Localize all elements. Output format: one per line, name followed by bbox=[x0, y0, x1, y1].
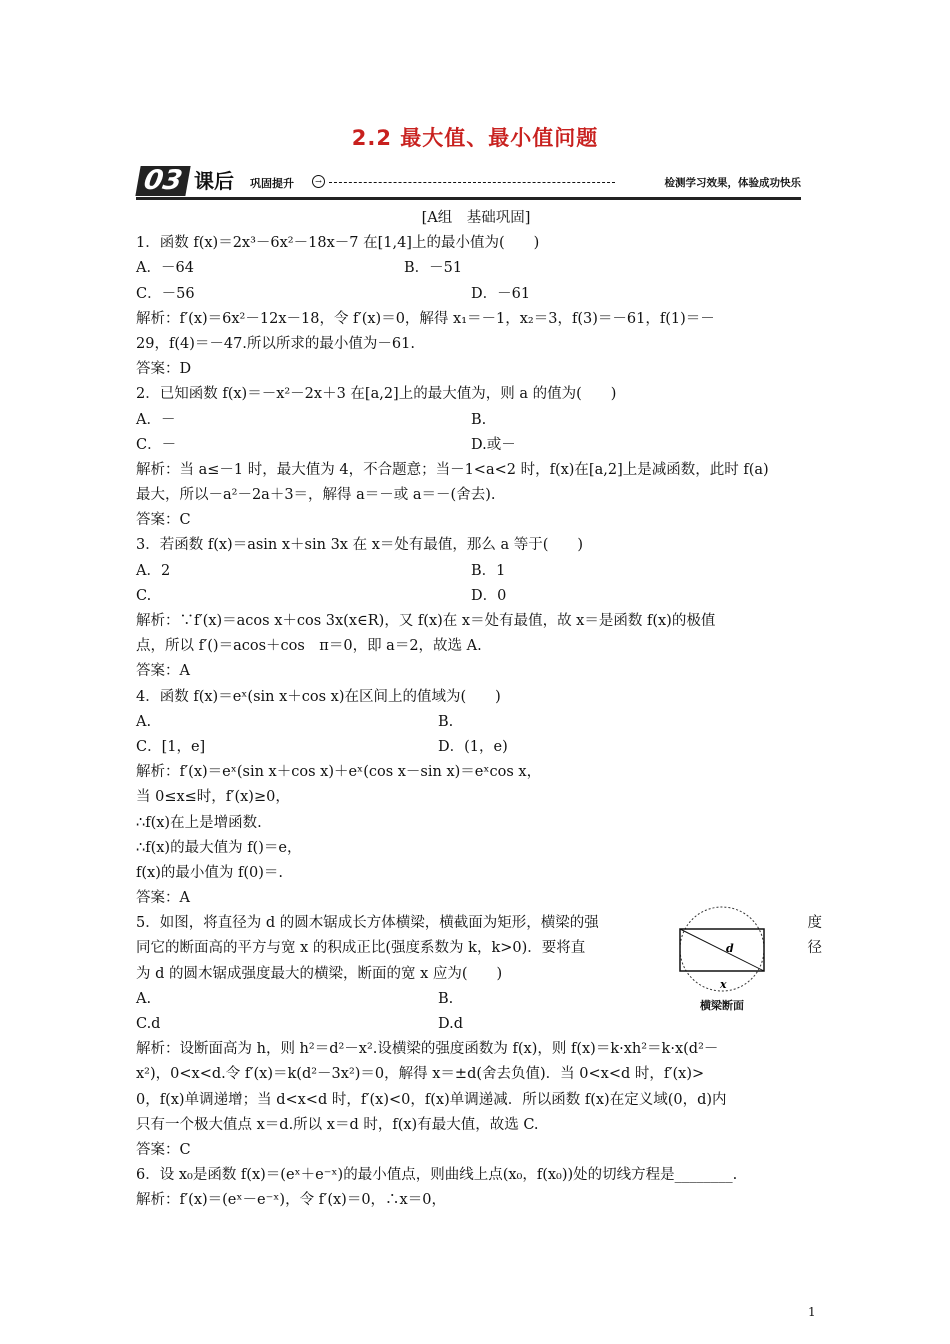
answer-line: 答案：A bbox=[136, 663, 190, 680]
options-row bbox=[136, 256, 816, 281]
analysis-line: f(x)的最小值为 f(0)＝. bbox=[136, 864, 283, 881]
options-row bbox=[136, 559, 816, 584]
analysis-line: 解析：当 a≤－1 时，最大值为 4，不合题意；当－1<a<2 时，f(x)在[a,2]上是减函数，此时 f(a) bbox=[136, 461, 769, 478]
options-row bbox=[136, 282, 816, 307]
option-b: B．1 bbox=[471, 562, 506, 579]
banner-number: 03 bbox=[135, 166, 190, 196]
option-a: A．－64 bbox=[136, 260, 194, 277]
analysis-line: 解析：∵f′(x)＝acos x＋cos 3x(x∈R)，又 f(x)在 x＝处有最值，故 x＝是函数 f(x)的极值 bbox=[136, 613, 716, 629]
beam-cross-section-figure bbox=[670, 905, 774, 1015]
option-d: D．(1，e) bbox=[438, 738, 508, 755]
option-a: A. bbox=[136, 713, 152, 730]
options-row bbox=[136, 433, 816, 458]
question-text-tail: 度 bbox=[807, 915, 822, 932]
figure-caption: 横梁断面 bbox=[700, 999, 744, 1012]
banner-subtitle: 巩固提升 bbox=[250, 177, 294, 190]
option-c: C．－56 bbox=[136, 285, 195, 302]
answer-line: 答案：C bbox=[136, 1141, 191, 1158]
question-1: 1．函数 f(x)＝2x³－6x²－18x－7 在[1,4]上的最小值为( ) bbox=[136, 235, 540, 252]
document-body bbox=[136, 206, 822, 1214]
analysis-line: 解析：f′(x)＝eˣ(sin x＋cos x)＋eˣ(cos x－sin x)＝eˣcos x， bbox=[136, 764, 542, 781]
banner-rule bbox=[136, 197, 801, 200]
analysis-line: 只有一个极大值点 x＝d.所以 x＝d 时，f(x)有最大值，故选 C. bbox=[136, 1116, 539, 1133]
question-5-cont: 为 d 的圆木锯成强度最大的横梁，断面的宽 x 应为( ) bbox=[136, 965, 503, 982]
analysis-line: 解析：f′(x)＝(eˣ－e⁻ˣ)，令 f′(x)＝0，∴x＝0， bbox=[136, 1192, 446, 1209]
option-d: D．0 bbox=[471, 587, 507, 604]
question-3: 3．若函数 f(x)＝asin x＋sin 3x 在 x＝处有最值，那么 a 等于( ) bbox=[136, 537, 584, 554]
banner-keyword: 课后 bbox=[194, 169, 234, 193]
options-row bbox=[136, 584, 816, 609]
answer-line: 答案：A bbox=[136, 890, 190, 907]
analysis-line: 0，f(x)单调递增；当 d<x<d 时，f′(x)<0，f(x)单调递减．所以函数 f(x)在定义域(0，d)内 bbox=[136, 1091, 727, 1108]
dashed-divider bbox=[329, 182, 615, 183]
arrow-circle-icon: → bbox=[312, 175, 325, 188]
question-6: 6．设 x₀是函数 f(x)＝(eˣ＋e⁻ˣ)的最小值点，则曲线上点(x₀，f(x₀))处的切线方程是________. bbox=[136, 1167, 738, 1184]
question-text: 同它的断面高的平方与宽 x 的积成正比(强度系数为 k，k>0)．要将直 bbox=[136, 940, 586, 957]
question-text-tail: 径 bbox=[807, 940, 822, 957]
page-number: 1 bbox=[808, 1305, 816, 1319]
option-d: D.或－ bbox=[471, 436, 516, 453]
analysis-line: 解析：f′(x)＝6x²－12x－18，令 f′(x)＝0，解得 x₁＝－1，x₂＝3，f(3)＝－61，f(1)＝－ bbox=[136, 310, 715, 327]
option-c: C. bbox=[136, 587, 152, 604]
option-b: B. bbox=[438, 713, 454, 730]
option-b: B. bbox=[471, 411, 487, 428]
page-title: 2.2 最大值、最小值问题 bbox=[351, 126, 599, 150]
analysis-line: ∴f(x)的最大值为 f()＝e， bbox=[136, 839, 302, 856]
options-row bbox=[136, 710, 816, 735]
question-2: 2．已知函数 f(x)＝－x²－2x＋3 在[a,2]上的最大值为，则 a 的值为( ) bbox=[136, 386, 617, 403]
width-label: x bbox=[720, 978, 727, 991]
question-text: 5．如图，将直径为 d 的圆木锯成长方体横梁，横截面为矩形，横梁的强 bbox=[136, 915, 599, 932]
diameter-label: d bbox=[726, 942, 734, 955]
option-c: C．[1，e] bbox=[136, 738, 206, 755]
beam-diagram bbox=[670, 905, 774, 997]
banner-right-text: 检测学习效果，体验成功快乐 bbox=[664, 177, 801, 189]
option-d: D.d bbox=[438, 1016, 463, 1032]
option-a: A．－ bbox=[136, 411, 176, 428]
group-header: [A组 基础巩固] bbox=[421, 210, 531, 226]
analysis-line: 最大，所以－a²－2a＋3＝，解得 a＝－或 a＝－(舍去). bbox=[136, 487, 496, 504]
option-c: C.d bbox=[136, 1016, 161, 1032]
options-row bbox=[136, 408, 816, 433]
option-b: B．－51 bbox=[404, 260, 463, 277]
analysis-line: 当 0≤x≤时，f′(x)≥0， bbox=[136, 789, 290, 806]
section-banner bbox=[136, 166, 801, 200]
option-b: B. bbox=[438, 990, 454, 1007]
answer-line: 答案：C bbox=[136, 512, 191, 529]
option-d: D．－61 bbox=[471, 285, 531, 302]
analysis-line: 点，所以 f′()＝acos＋cos π＝0，即 a＝2，故选 A. bbox=[136, 638, 482, 655]
analysis-line: x²)，0<x<d.令 f′(x)＝k(d²－3x²)＝0，解得 x＝±d(舍去负值)．当 0<x<d 时，f′(x)> bbox=[136, 1066, 705, 1083]
analysis-line: 29，f(4)＝－47.所以所求的最小值为－61. bbox=[136, 335, 415, 352]
option-c: C．－ bbox=[136, 436, 177, 453]
analysis-line: 解析：设断面高为 h，则 h²＝d²－x².设横梁的强度函数为 f(x)，则 f(x)＝k·xh²＝k·x(d²－ bbox=[136, 1041, 719, 1058]
option-a: A．2 bbox=[136, 562, 171, 579]
options-row bbox=[136, 1012, 816, 1037]
question-4: 4．函数 f(x)＝eˣ(sin x＋cos x)在区间上的值域为( ) bbox=[136, 688, 501, 705]
options-row bbox=[136, 735, 816, 760]
analysis-line: ∴f(x)在上是增函数. bbox=[136, 814, 262, 831]
option-a: A. bbox=[136, 990, 152, 1007]
answer-line: 答案：D bbox=[136, 361, 192, 378]
